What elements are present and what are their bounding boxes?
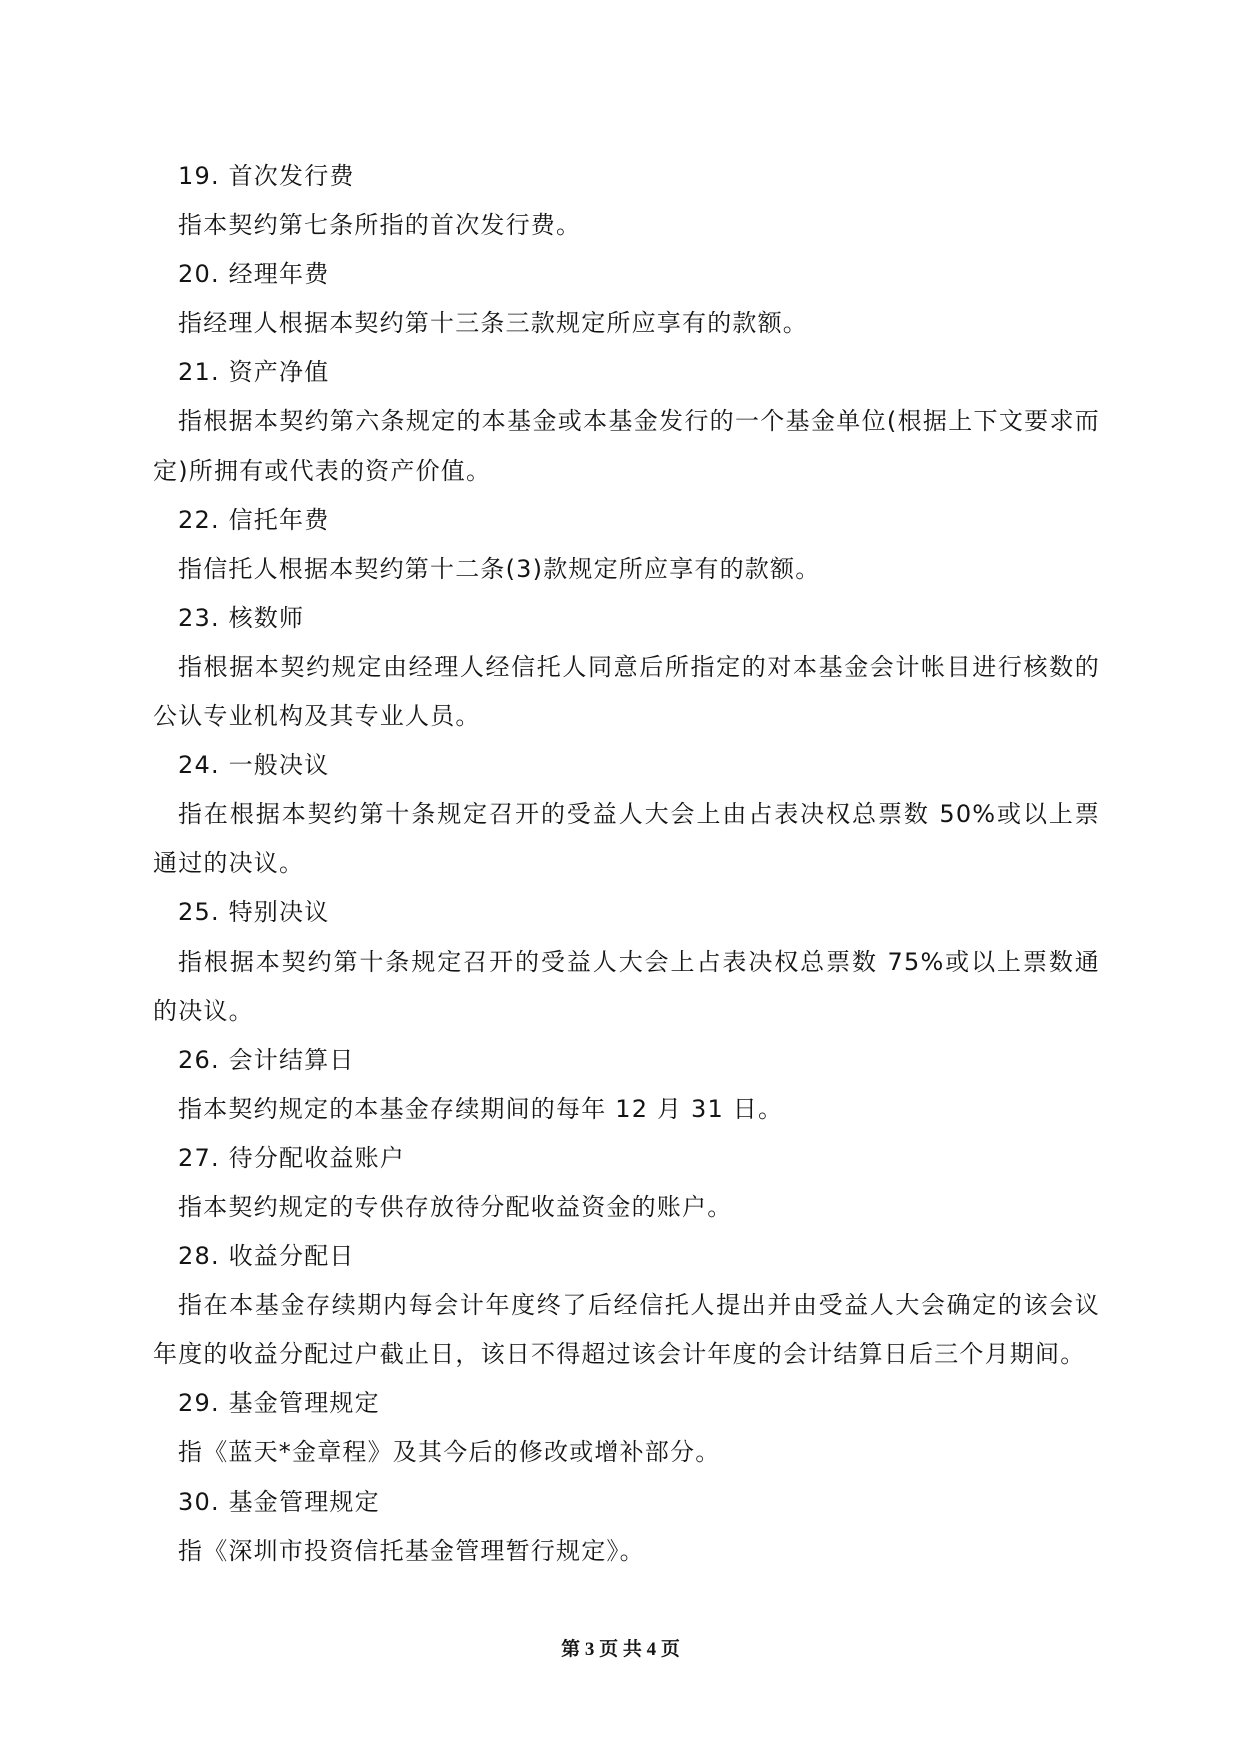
- clause-body-line: 指本契约第七条所指的首次发行费。: [178, 211, 582, 240]
- clause-body-line: 指根据本契约第六条规定的本基金或本基金发行的一个基金单位(根据上下文要求而: [178, 407, 1100, 436]
- clause-heading: 28. 收益分配日: [178, 1242, 355, 1271]
- clause-heading: 19. 首次发行费: [178, 162, 355, 190]
- clause-heading: 24. 一般决议: [178, 751, 330, 780]
- clause-heading: 26. 会计结算日: [178, 1045, 355, 1074]
- clause-body-line: 年度的收益分配过户截止日，该日不得超过该会计年度的会计结算日后三个月期间。: [153, 1340, 1086, 1369]
- clause-body-line: 指在本基金存续期内每会计年度终了后经信托人提出并由受益人大会确定的该会议: [178, 1291, 1100, 1320]
- page-footer: 第 3 页 共 4 页: [561, 1639, 680, 1660]
- clause-body-line: 指《蓝天*金章程》及其今后的修改或增补部分。: [178, 1438, 721, 1467]
- clause-body-line: 指经理人根据本契约第十三条三款规定所应享有的款额。: [178, 309, 808, 338]
- clause-heading: 25. 特别决议: [178, 898, 330, 927]
- clause-body-line: 指本契约规定的本基金存续期间的每年 12 月 31 日。: [178, 1094, 784, 1123]
- clause-body-line: 通过的决议。: [153, 849, 305, 878]
- document-body: [153, 152, 1100, 1576]
- clause-body-line: 指根据本契约第十条规定召开的受益人大会上占表决权总票数 75%或以上票数通: [178, 947, 1100, 976]
- clause-heading: 21. 资产净值: [178, 358, 330, 387]
- clause-body-line: 公认专业机构及其专业人员。: [153, 702, 481, 731]
- clause-heading: 29. 基金管理规定: [178, 1389, 380, 1418]
- clause-heading: 30. 基金管理规定: [178, 1487, 380, 1516]
- clause-heading: 23. 核数师: [178, 603, 305, 632]
- clause-body-line: 指《深圳市投资信托基金管理暂行规定》。: [178, 1536, 645, 1565]
- clause-heading: 20. 经理年费: [178, 260, 330, 289]
- clause-body-line: 指根据本契约规定由经理人经信托人同意后所指定的对本基金会计帐目进行核数的: [178, 652, 1100, 681]
- clause-body-line: 指本契约规定的专供存放待分配收益资金的账户。: [178, 1192, 733, 1221]
- clause-body-line: 的决议。: [153, 996, 254, 1025]
- clause-heading: 22. 信托年费: [178, 505, 330, 534]
- clause-body-line: 指在根据本契约第十条规定召开的受益人大会上由占表决权总票数 50%或以上票: [178, 800, 1100, 829]
- clause-heading: 27. 待分配收益账户: [178, 1143, 405, 1172]
- clause-body-line: 指信托人根据本契约第十二条(3)款规定所应享有的款额。: [178, 554, 821, 583]
- clause-body-line: 定)所拥有或代表的资产价值。: [153, 456, 492, 485]
